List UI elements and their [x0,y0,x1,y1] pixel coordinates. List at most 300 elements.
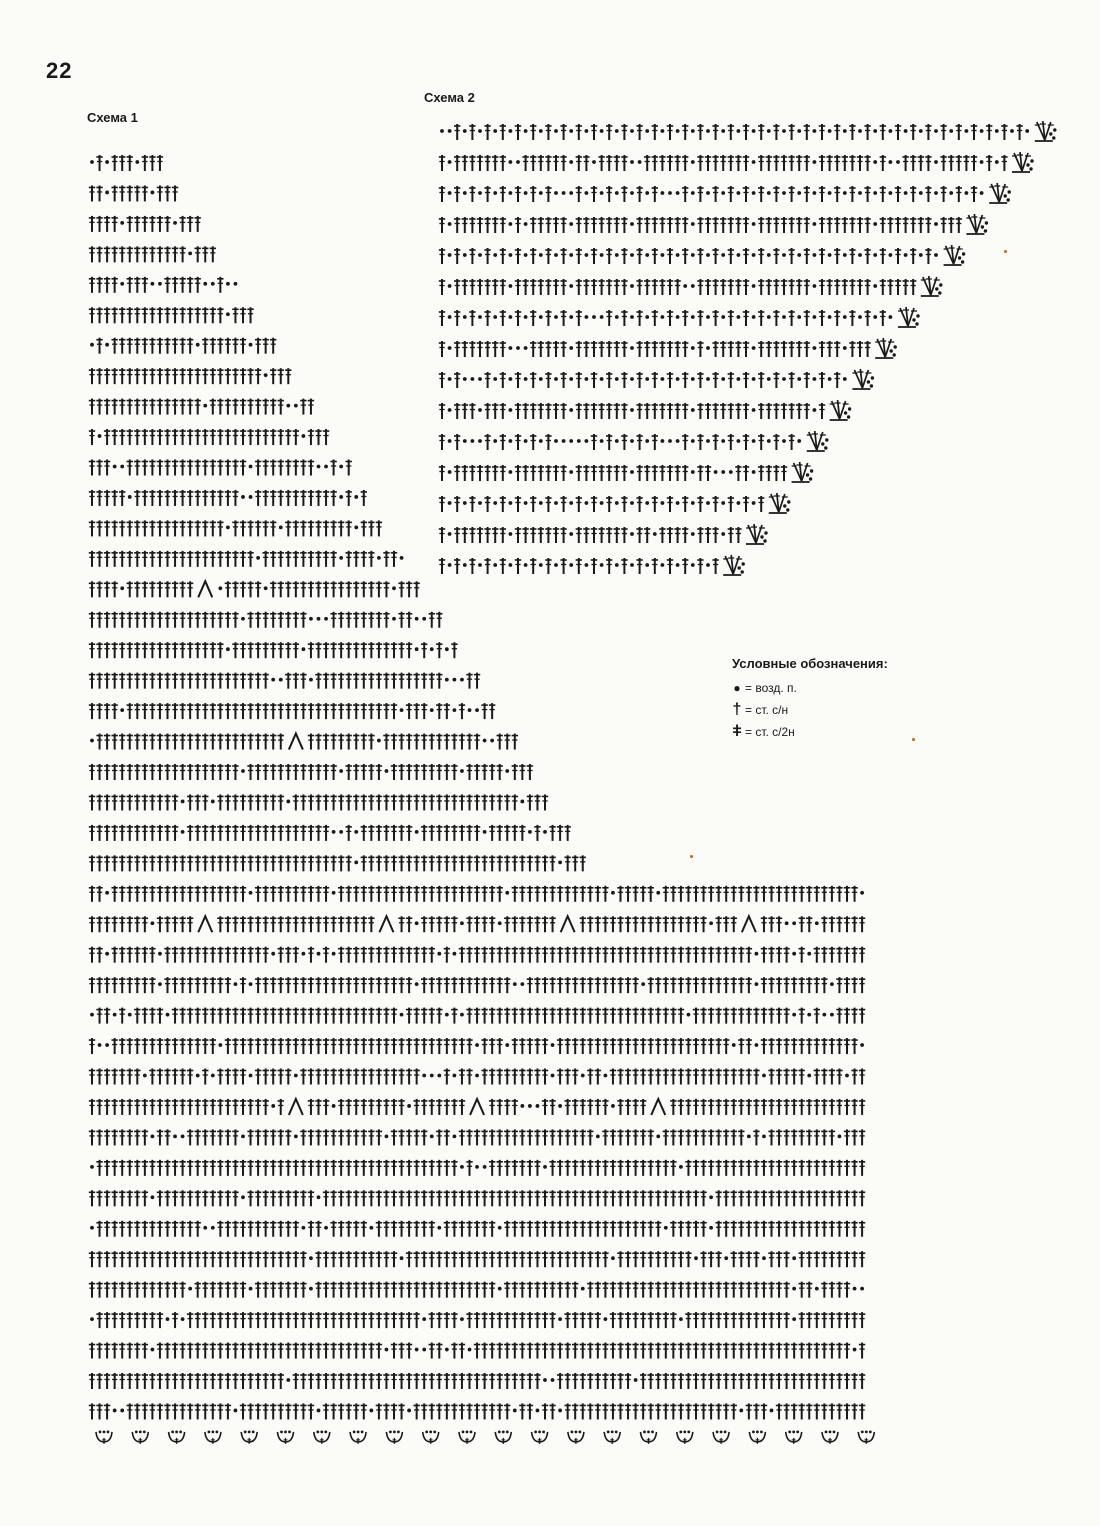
double-crochet-icon [836,1221,842,1237]
chain-dot-icon [755,1043,759,1047]
double-crochet-icon [421,794,427,810]
double-crochet-icon [187,520,193,536]
double-crochet-icon [406,581,412,597]
double-crochet-icon [519,1008,525,1024]
double-crochet-icon [602,886,608,902]
double-crochet-icon [255,916,261,932]
chain-dot-icon [249,343,253,347]
chart-row [89,490,367,506]
double-crochet-icon [512,764,518,780]
double-crochet-icon [172,886,178,902]
double-crochet-icon [361,673,367,689]
double-crochet-icon [225,1160,231,1176]
double-crochet-icon [663,1008,669,1024]
chain-dot-icon [830,982,834,986]
double-crochet-icon [610,1038,616,1054]
double-crochet-icon [104,277,110,293]
double-crochet-icon [96,916,102,932]
double-crochet-icon [376,1190,382,1206]
double-crochet-icon [791,1160,797,1176]
double-crochet-icon [376,794,382,810]
double-crochet-icon [210,1038,216,1054]
double-crochet-icon [776,1129,782,1145]
chain-dot-icon [400,556,404,560]
double-crochet-icon [119,764,125,780]
double-crochet-icon [617,1190,623,1206]
double-crochet-icon [157,916,163,932]
double-crochet-icon [497,1038,503,1054]
double-crochet-icon [285,764,291,780]
double-crochet-icon [127,855,133,871]
double-crochet-icon [330,1221,336,1237]
double-crochet-icon [89,460,95,476]
double-crochet-icon [361,1160,367,1176]
double-crochet-icon [444,947,450,963]
double-crochet-icon [157,520,163,536]
double-crochet-icon [149,825,155,841]
double-crochet-icon [670,1129,676,1145]
scheme-1-chart [89,155,875,1444]
double-crochet-icon [564,977,570,993]
double-crochet-icon [270,581,276,597]
chain-dot-icon [437,1226,441,1230]
double-crochet-icon [836,977,842,993]
chain-dot-icon [188,251,192,255]
double-crochet-icon [187,642,193,658]
double-crochet-icon [96,460,102,476]
double-crochet-icon [466,977,472,993]
double-crochet-icon [527,794,533,810]
double-crochet-icon [104,399,110,415]
double-crochet-icon [580,1129,586,1145]
double-crochet-icon [549,1190,555,1206]
chain-dot-icon [468,708,472,712]
double-crochet-icon [240,1251,246,1267]
double-crochet-icon [164,185,170,201]
double-crochet-icon [285,977,291,993]
double-crochet-icon [195,429,201,445]
double-crochet-icon [119,155,125,171]
double-crochet-icon [142,1099,148,1115]
double-crochet-icon [398,673,404,689]
double-crochet-icon [549,947,555,963]
double-crochet-icon [247,429,253,445]
double-crochet-icon [315,734,321,750]
double-crochet-icon [451,764,457,780]
double-crochet-icon [829,916,835,932]
double-crochet-icon [119,734,125,750]
double-crochet-icon [821,1160,827,1176]
chain-dot-icon [415,921,419,925]
double-crochet-icon [851,1221,857,1237]
double-crochet-icon [111,855,117,871]
double-crochet-icon [753,1129,759,1145]
double-crochet-icon [361,734,367,750]
double-crochet-icon [247,1008,253,1024]
double-crochet-icon [119,399,125,415]
double-crochet-icon [338,886,344,902]
chain-dot-icon [226,647,230,651]
double-crochet-icon [255,490,261,506]
double-crochet-icon [406,673,412,689]
double-crochet-icon [534,977,540,993]
double-crochet-icon [285,429,291,445]
double-crochet-icon [663,1190,669,1206]
double-crochet-icon [255,764,261,780]
double-crochet-icon [376,1160,382,1176]
double-crochet-icon [421,734,427,750]
double-crochet-icon [149,429,155,445]
double-crochet-icon [323,429,329,445]
double-crochet-icon [534,1190,540,1206]
double-crochet-icon [232,947,238,963]
double-crochet-icon [580,947,586,963]
double-crochet-icon [96,581,102,597]
double-crochet-icon [330,490,336,506]
double-crochet-icon [527,1190,533,1206]
double-crochet-icon [534,1008,540,1024]
double-crochet-icon [330,734,336,750]
chain-dot-icon [218,1043,222,1047]
double-crochet-icon [247,1221,253,1237]
double-crochet-icon [285,612,291,628]
double-crochet-icon [474,947,480,963]
double-crochet-icon [708,1069,714,1085]
double-crochet-icon [111,916,117,932]
double-crochet-icon [640,947,646,963]
double-crochet-icon [572,886,578,902]
chain-dot-icon [377,556,381,560]
double-crochet-icon [361,855,367,871]
double-crochet-icon [240,977,246,993]
chain-dot-icon [339,495,343,499]
double-crochet-icon [587,886,593,902]
double-crochet-icon [519,1160,525,1176]
double-crochet-icon [202,855,208,871]
double-crochet-icon [104,855,110,871]
double-crochet-icon [700,886,706,902]
double-crochet-icon [293,977,299,993]
double-crochet-icon [172,185,178,201]
double-crochet-icon [210,642,216,658]
double-crochet-icon [323,916,329,932]
double-crochet-icon [504,794,510,810]
double-crochet-icon [391,794,397,810]
double-crochet-icon [225,1251,231,1267]
double-crochet-icon [678,1221,684,1237]
chain-dot-icon [309,678,313,682]
double-crochet-icon [436,1099,442,1115]
chain-dot-icon [226,282,230,286]
double-crochet-icon [557,1190,563,1206]
double-crochet-icon [89,1069,95,1085]
double-crochet-icon [270,1221,276,1237]
double-crochet-icon [444,1221,450,1237]
double-crochet-icon [240,825,246,841]
double-crochet-icon [232,1038,238,1054]
double-crochet-icon [217,307,223,323]
double-crochet-icon [474,886,480,902]
double-crochet-icon [217,612,223,628]
double-crochet-icon [814,1160,820,1176]
double-crochet-icon [293,612,299,628]
chart-row [89,673,480,689]
double-crochet-icon [451,1099,457,1115]
double-crochet-icon [383,1038,389,1054]
double-crochet-icon [557,1069,563,1085]
double-crochet-icon [768,1038,774,1054]
chain-dot-icon [332,891,336,895]
double-crochet-icon [142,581,148,597]
double-crochet-icon [202,1160,208,1176]
double-crochet-icon [829,1038,835,1054]
double-crochet-icon [429,734,435,750]
double-crochet-icon [474,977,480,993]
double-crochet-icon [648,977,654,993]
double-crochet-icon [632,916,638,932]
double-crochet-icon [89,1251,95,1267]
double-crochet-icon [308,1038,314,1054]
double-crochet-icon [346,581,352,597]
double-crochet-icon [844,977,850,993]
double-crochet-icon [346,460,352,476]
double-crochet-icon [648,1190,654,1206]
double-crochet-icon [753,1069,759,1085]
double-crochet-icon [89,490,95,506]
double-crochet-icon [323,581,329,597]
double-crochet-icon [753,1190,759,1206]
double-crochet-icon [421,1129,427,1145]
chain-dot-icon [460,1165,464,1169]
chain-dot-icon [241,617,245,621]
chain-dot-icon [113,465,117,469]
double-crochet-icon [353,794,359,810]
double-crochet-icon [383,794,389,810]
double-crochet-icon [255,703,261,719]
double-crochet-icon [338,642,344,658]
chain-dot-icon [332,1104,336,1108]
double-crochet-icon [368,1099,374,1115]
double-crochet-icon [217,1069,223,1085]
double-crochet-icon [361,1008,367,1024]
double-crochet-icon [768,886,774,902]
double-crochet-icon [421,916,427,932]
double-crochet-icon [534,947,540,963]
double-crochet-icon [489,886,495,902]
double-crochet-icon [383,947,389,963]
double-crochet-icon [225,977,231,993]
double-crochet-icon [814,1221,820,1237]
double-crochet-icon [210,551,216,567]
double-crochet-icon [783,1069,789,1085]
double-crochet-icon [172,490,178,506]
double-crochet-icon [293,1008,299,1024]
double-crochet-icon [436,642,442,658]
double-crochet-icon [851,1038,857,1054]
double-crochet-icon [225,551,231,567]
double-crochet-icon [527,764,533,780]
chain-dot-icon [203,282,207,286]
double-crochet-icon [330,1129,336,1145]
double-crochet-icon [731,947,737,963]
double-crochet-icon [164,794,170,810]
double-crochet-icon [262,1221,268,1237]
double-crochet-icon [225,460,231,476]
chain-dot-icon [475,1043,479,1047]
double-crochet-icon [187,551,193,567]
double-crochet-icon [481,977,487,993]
double-crochet-icon [202,794,208,810]
double-crochet-icon [157,1038,163,1054]
double-crochet-icon [278,368,284,384]
double-crochet-icon [731,1190,737,1206]
double-crochet-icon [285,1160,291,1176]
double-crochet-icon [232,1160,238,1176]
double-crochet-icon [172,1069,178,1085]
double-crochet-icon [610,1160,616,1176]
double-crochet-icon [346,1190,352,1206]
double-crochet-icon [278,855,284,871]
double-crochet-icon [323,1190,329,1206]
double-crochet-icon [693,1129,699,1145]
double-crochet-icon [595,947,601,963]
double-crochet-icon [610,1129,616,1145]
double-crochet-icon [149,1038,155,1054]
double-crochet-icon [308,886,314,902]
chain-dot-icon [838,1135,842,1139]
double-crochet-icon [829,1160,835,1176]
double-crochet-icon [368,1251,374,1267]
double-crochet-icon [157,368,163,384]
chain-dot-icon [143,1074,147,1078]
double-crochet-icon [512,1099,518,1115]
double-crochet-icon [111,246,117,262]
chain-dot-icon [120,282,124,286]
double-crochet-icon [308,764,314,780]
double-crochet-icon [134,1129,140,1145]
double-crochet-icon [814,1190,820,1206]
double-crochet-icon [247,794,253,810]
double-crochet-icon [338,703,344,719]
double-crochet-icon [278,581,284,597]
double-crochet-icon [648,1038,654,1054]
double-crochet-icon [225,916,231,932]
double-crochet-icon [217,1129,223,1145]
double-crochet-icon [187,1099,193,1115]
double-crochet-icon [368,977,374,993]
double-crochet-icon [104,764,110,780]
double-crochet-icon [580,1008,586,1024]
chain-dot-icon [475,1165,479,1169]
double-crochet-icon [96,551,102,567]
chart-row [89,794,548,810]
double-crochet-icon [572,1190,578,1206]
double-crochet-icon [761,1099,767,1115]
double-crochet-icon [225,886,231,902]
double-crochet-icon [429,1221,435,1237]
chart-row [89,1129,866,1145]
double-crochet-icon [670,1221,676,1237]
double-crochet-icon [398,855,404,871]
double-crochet-icon [232,551,238,567]
double-crochet-icon [293,916,299,932]
double-crochet-icon [844,1008,850,1024]
chain-dot-icon [158,952,162,956]
double-crochet-icon [383,673,389,689]
double-crochet-icon [391,734,397,750]
double-crochet-icon [255,947,261,963]
double-crochet-icon [142,429,148,445]
double-crochet-icon [383,1221,389,1237]
double-crochet-icon [799,916,805,932]
double-crochet-icon [315,1221,321,1237]
double-crochet-icon [247,673,253,689]
double-crochet-icon [127,277,133,293]
double-crochet-icon [791,886,797,902]
double-crochet-icon [96,368,102,384]
double-crochet-icon [134,368,140,384]
double-crochet-icon [127,825,133,841]
double-crochet-icon [346,490,352,506]
double-crochet-icon [836,916,842,932]
double-crochet-icon [119,916,125,932]
double-crochet-icon [172,1251,178,1267]
double-crochet-icon [308,1008,314,1024]
double-crochet-icon [232,490,238,506]
double-crochet-icon [436,886,442,902]
double-crochet-icon [851,1160,857,1176]
double-crochet-icon [179,1069,185,1085]
chain-dot-icon [709,1226,713,1230]
double-crochet-icon [723,1129,729,1145]
double-crochet-icon [564,1008,570,1024]
double-crochet-icon [489,1160,495,1176]
double-crochet-icon [149,947,155,963]
double-crochet-icon [134,916,140,932]
double-crochet-icon [625,1069,631,1085]
double-crochet-icon [429,947,435,963]
double-crochet-icon [338,1251,344,1267]
double-crochet-icon [685,1160,691,1176]
decrease-stitch-icon [289,1099,303,1115]
chart-row [89,216,201,232]
double-crochet-icon [315,1069,321,1085]
double-crochet-icon [315,642,321,658]
double-crochet-icon [806,1099,812,1115]
double-crochet-icon [844,886,850,902]
double-crochet-icon [678,916,684,932]
double-crochet-icon [225,399,231,415]
double-crochet-icon [315,886,321,902]
double-crochet-icon [406,1221,412,1237]
double-crochet-icon [557,947,563,963]
chain-dot-icon [302,1226,306,1230]
double-crochet-icon [195,977,201,993]
double-crochet-icon [240,581,246,597]
double-crochet-icon [89,399,95,415]
double-crochet-icon [217,368,223,384]
chain-dot-icon [203,404,207,408]
double-crochet-icon [632,1099,638,1115]
double-crochet-icon [225,947,231,963]
double-crochet-icon [406,1008,412,1024]
double-crochet-icon [572,1099,578,1115]
double-crochet-icon [232,368,238,384]
chart-row [89,612,443,628]
double-crochet-icon [127,246,133,262]
double-crochet-icon [134,185,140,201]
chain-dot-icon [302,952,306,956]
